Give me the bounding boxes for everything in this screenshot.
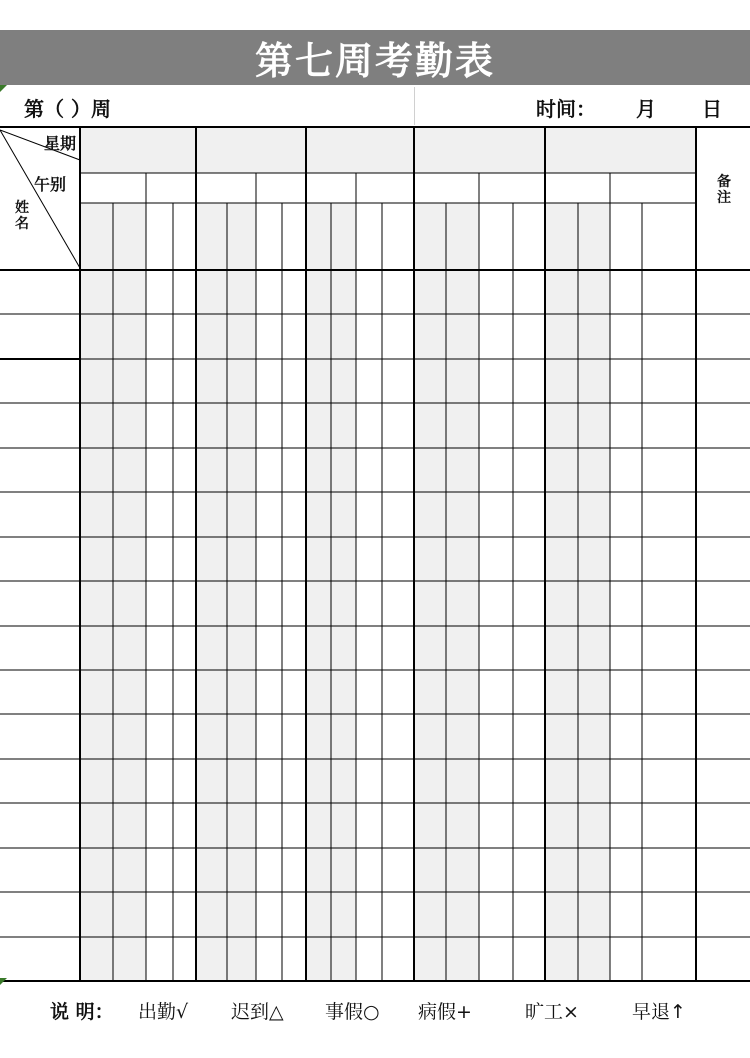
shaded-header-cell: [578, 203, 610, 270]
legend-absent: 旷工×: [525, 1001, 579, 1023]
time-label: 时间：: [536, 97, 596, 121]
shaded-header-cell: [446, 203, 479, 270]
week-label: 第（ ）周: [24, 97, 111, 121]
shaded-header-cell: [545, 203, 578, 270]
shaded-header-cell: [414, 203, 446, 270]
corner-period-label: 午别: [33, 175, 66, 194]
shaded-header-cell: [331, 203, 356, 270]
legend-personal-leave: 事假○: [325, 1001, 380, 1023]
day-header-shade: [545, 127, 696, 173]
legend-late: 迟到△: [231, 1001, 284, 1023]
day-header-shade: [196, 127, 306, 173]
day-label: 日: [702, 97, 722, 121]
shaded-header-cell: [227, 203, 256, 270]
shaded-header-cell: [196, 203, 227, 270]
shaded-header-cell: [113, 203, 146, 270]
shaded-header-cell: [80, 203, 113, 270]
remarks-label: 备 注: [717, 174, 731, 206]
corner-name-label: 姓 名: [15, 200, 29, 232]
day-header-shade: [414, 127, 545, 173]
legend-title: 说 明：: [50, 1001, 114, 1023]
month-label: 月: [636, 97, 656, 121]
legend-sick-leave: 病假+: [418, 1001, 472, 1023]
day-header-shade: [80, 127, 196, 173]
legend: [0, 985, 750, 1030]
day-header-shade: [306, 127, 414, 173]
corner-marker: [0, 85, 7, 92]
page-title: 第七周考勤表: [254, 39, 495, 83]
shaded-header-cell: [306, 203, 331, 270]
legend-leave-early: 早退↑: [632, 1001, 686, 1023]
corner-weekday-label: 星期: [43, 134, 76, 153]
legend-present: 出勤√: [138, 1001, 189, 1023]
